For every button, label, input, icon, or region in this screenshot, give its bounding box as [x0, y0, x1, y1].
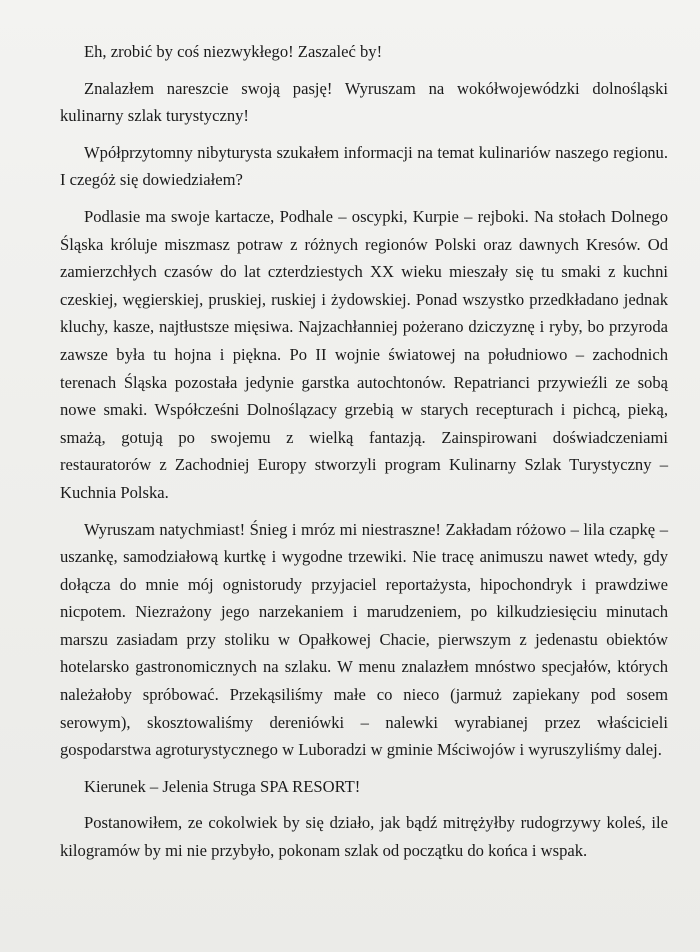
paragraph: Postanowiłem, ze cokolwiek by się działo, jak bądź mitrężyłby rudogrzywy koleś, ile kilogramów by mi nie przybyło, pokonam szlak od początku do końca i wspak. — [60, 813, 668, 861]
paragraph: Znalazłem nareszcie swoją pasję! Wyruszam na wokółwojewódzki dolnośląski kulinarny szlak turystyczny! — [60, 78, 668, 126]
paragraph: Kierunek – Jelenia Struga SPA RESORT! — [84, 776, 361, 796]
paragraph: Wyruszam natychmiast! Śnieg i mróz mi niestraszne! Zakładam różowo – lila czapkę – uszankę, samodziałową kurtkę i wygodne trzewiki. Nie tracę animuszu nawet wtedy, gdy dołącza do mnie mój ognistorudy przyjaciel reportażysta, hipochondryk i prawdziwe nicpotem. Niezrażony jego narzekaniem i marudzeniem, po kilkudziesięciu minutach marszu zasiadam przy stoliku w Opałkowej Chacie, pierwszym z jedenastu obiektów hotelarsko gastronomicznych na szlaku. W menu znalazłem mnóstwo specjałów, których należałoby spróbować. Przekąsiliśmy małe co nieco (jarmuż zapiekany pod sosem serowym), skosztowaliśmy dereniówki – nalewki wyrabianej przez właścicieli gospodarstwa agroturystycznego w Luboradzi w gminie Mściwojów i wyruszyliśmy dalej. — [60, 519, 668, 760]
paragraph: Eh, zrobić by coś niezwykłego! Zaszaleć by! — [84, 42, 383, 61]
paragraph: Wpółprzytomny nibyturysta szukałem informacji na temat kulinariów naszego regionu. I czegóż się dowiedziałem? — [60, 142, 668, 190]
paragraph: Podlasie ma swoje kartacze, Podhale – oscypki, Kurpie – rejboki. Na stołach Dolnego Śląska króluje miszmasz potraw z różnych regionów Polski oraz dawnych Kresów. Od zamierzchłych czasów do lat czterdziestych XX wieku mieszały się tu smaki z kuchni czeskiej, węgierskiej, pruskiej, ruskiej i żydowskiej. Ponad wszystko przedkładano jednak kluchy, kasze, najtłustsze mięsiwa. Najzachłanniej pożerano dziczyznę i ryby, bo przyroda zawsze była tu hojna i piękna. Po II wojnie światowej na południowo – zachodnich terenach Śląska pozostała jedynie garstka autochtonów. Repatrianci przywieźli ze sobą nowe smaki. Współcześni Dolnoślązacy grzebią w starych recepturach i pichcą, pieką, smażą, gotują po swojemu z wielką fantazją. Zainspirowani doświadczeniami restauratorów z Zachodniej Europy stworzyli program Kulinarny Szlak Turystyczny – Kuchnia Polska. — [60, 206, 668, 502]
